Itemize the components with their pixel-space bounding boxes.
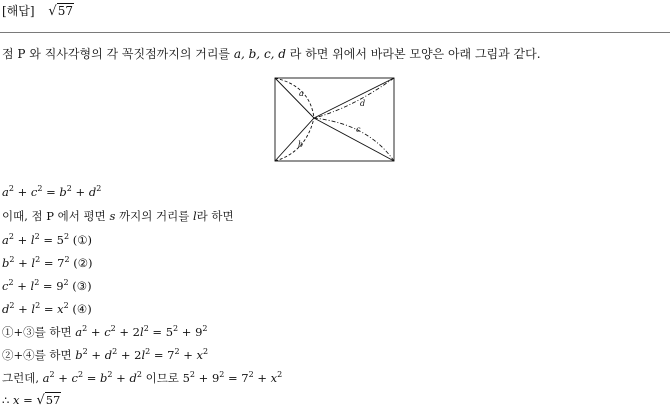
- solution-eq4: $d^2 + l^2 = x^2$ (④): [2, 301, 92, 316]
- segment-a: [275, 78, 314, 118]
- segment-c: [314, 118, 394, 161]
- answer-radicand: 57: [57, 4, 73, 18]
- answer-header: [2, 2, 74, 20]
- intro-paragraph: [2, 45, 668, 63]
- header-divider: [0, 32, 670, 33]
- label-a: a: [299, 89, 304, 98]
- answer-value: √57: [48, 4, 73, 19]
- label-c: c: [356, 125, 361, 134]
- solution-eq0: $a^2 + c^2 = b^2 + d^2$: [2, 184, 102, 199]
- intro-text-after: 라 하면 위에서 바라본 모양은 아래 그림과 같다.: [285, 47, 541, 61]
- label-b: b: [298, 140, 304, 149]
- intro-vars: a, b, c, d: [233, 47, 286, 61]
- solution-eq7: 그런데, $a^2 + c^2 = b^2 + d^2$ 이므로 $5^2 + 9^2 = 7^2 + x^2$: [2, 370, 283, 385]
- solution-eq3: $c^2 + l^2 = 9^2$ (③): [2, 278, 92, 293]
- solution-line1: 이때, 점 P 에서 평면 s 까지의 거리를 l라 하면: [2, 209, 234, 223]
- solution-eq2: $b^2 + l^2 = 7^2$ (②): [2, 255, 93, 270]
- top-view-figure: [268, 72, 404, 166]
- intro-text-before: 점 P 와 직사각형의 각 꼭짓점까지의 거리를: [2, 47, 234, 61]
- solution-eq1: $a^2 + l^2 = 5^2$ (①): [2, 232, 92, 247]
- solution-eq6: ②+④를 하면 $b^2 + d^2 + 2l^2 = 7^2 + x^2$: [2, 347, 209, 362]
- solution-conclusion: ∴ x = √57: [2, 393, 61, 408]
- segment-b: [275, 118, 314, 161]
- answer-label: [해답]: [2, 4, 35, 18]
- conclusion-radicand: 57: [45, 393, 61, 407]
- segment-d: [314, 78, 394, 118]
- label-d: d: [360, 99, 366, 108]
- solution-eq5: ①+③를 하면 $a^2 + c^2 + 2l^2 = 5^2 + 9^2$: [2, 324, 208, 339]
